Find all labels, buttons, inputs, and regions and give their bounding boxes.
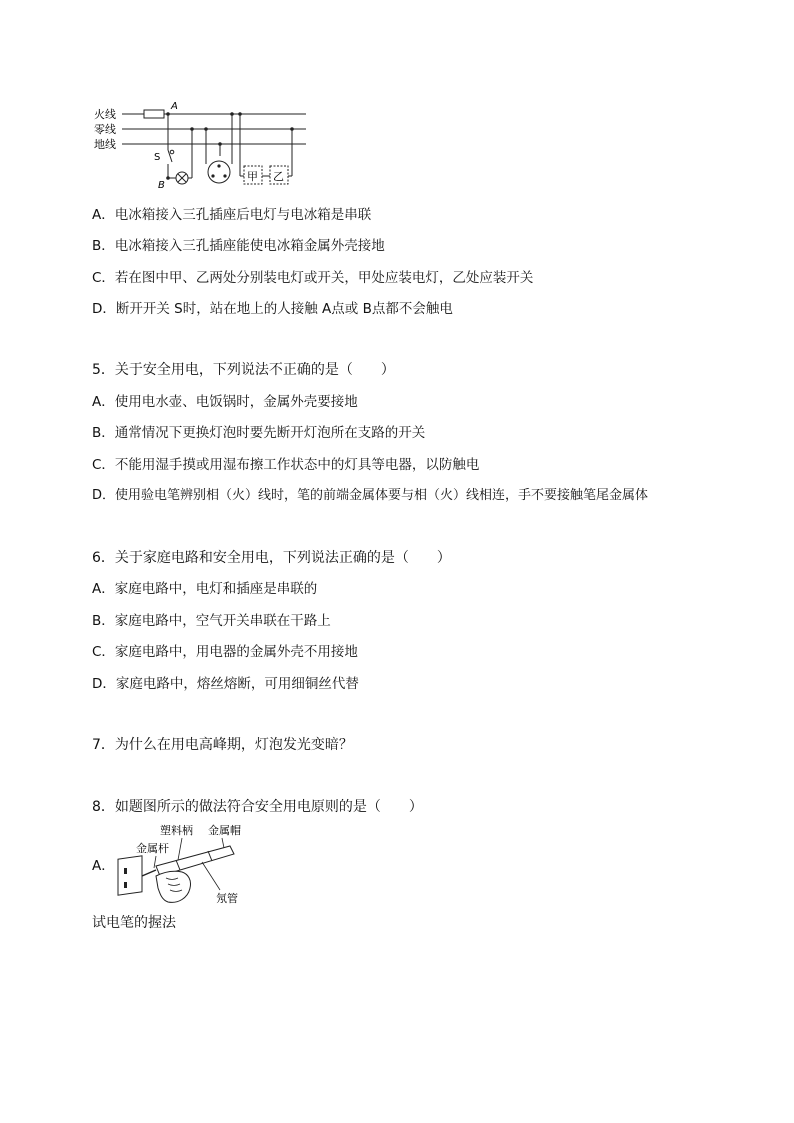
q6-option-d: D．家庭电路中，熔丝熔断，可用细铜丝代替 <box>92 676 359 692</box>
q5-option-d: D．使用验电笔辨别相（火）线时，笔的前端金属体要与相（火）线相连，手不要接触笔尾金属体 <box>92 488 649 503</box>
wall-socket-icon <box>118 856 142 895</box>
q6-option-b: B．家庭电路中，空气开关串联在干路上 <box>92 613 331 629</box>
q5-option-b: B．通常情况下更换灯泡时要先断开灯泡所在支路的开关 <box>92 425 426 441</box>
q8-stem: 8．如题图所示的做法符合安全用电原则的是（ ） <box>92 799 423 815</box>
three-pin-socket-icon <box>208 161 230 183</box>
q4-option-a: A．电冰箱接入三孔插座后电灯与电冰箱是串联 <box>92 207 372 223</box>
label-metal-rod: 金属杆 <box>136 842 169 855</box>
q6-option-a: A．家庭电路中，电灯和插座是串联的 <box>92 581 318 597</box>
point-b-label: B <box>158 180 165 191</box>
switch-label: S <box>154 152 161 163</box>
q5-stem: 5．关于安全用电，下列说法不正确的是（ ） <box>92 362 395 378</box>
label-metal-cap: 金属帽 <box>208 824 241 837</box>
circuit-diagram <box>92 100 312 192</box>
fuse <box>144 110 164 118</box>
q8-option-a-label: A． <box>92 858 115 874</box>
q6-option-c: C．家庭电路中，用电器的金属外壳不用接地 <box>92 644 358 660</box>
test-pen-figure <box>112 818 252 908</box>
label-plastic-handle: 塑料柄 <box>160 824 193 837</box>
q7-stem: 7．为什么在用电高峰期，灯泡发光变暗？ <box>92 737 353 753</box>
wire-label-neutral: 零线 <box>94 123 116 136</box>
q8-figure-caption: 试电笔的握法 <box>92 915 176 931</box>
q5-option-c: C．不能用湿手摸或用湿布擦工作状态中的灯具等电器，以防触电 <box>92 457 480 473</box>
wire-label-live: 火线 <box>94 108 116 121</box>
q5-option-a: A．使用电水壶、电饭锅时，金属外壳要接地 <box>92 394 358 410</box>
q4-option-b: B．电冰箱接入三孔插座能使电冰箱金属外壳接地 <box>92 238 385 254</box>
label-neon-tube: 氖管 <box>216 892 238 905</box>
hand-icon <box>156 871 191 902</box>
q6-stem: 6．关于家庭电路和安全用电，下列说法正确的是（ ） <box>92 550 451 566</box>
box-jia-label: 甲 <box>247 170 258 183</box>
q4-option-d: D．断开开关 S时，站在地上的人接触 A点或 B点都不会触电 <box>92 301 453 317</box>
q4-option-c: C．若在图中甲、乙两处分别装电灯或开关，甲处应装电灯，乙处应装开关 <box>92 270 534 286</box>
box-yi-label: 乙 <box>273 170 284 183</box>
point-a-label: A <box>171 101 178 112</box>
wire-label-ground: 地线 <box>94 138 116 151</box>
